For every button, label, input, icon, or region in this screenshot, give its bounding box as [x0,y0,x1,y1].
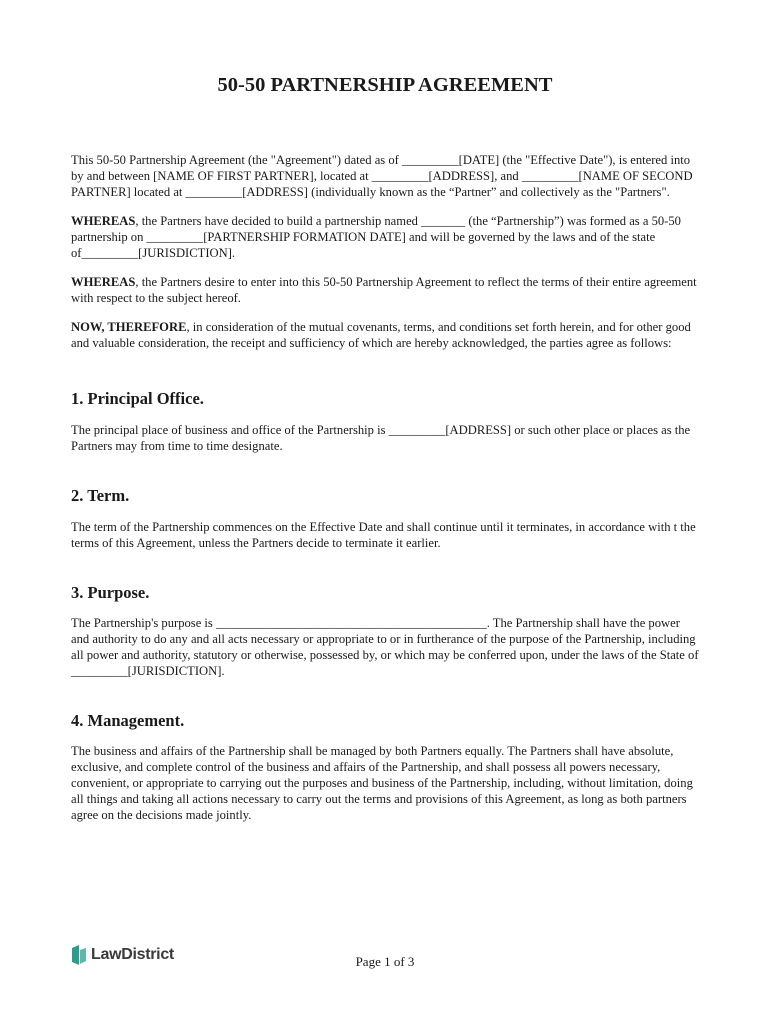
whereas-lead-2: WHEREAS [71,275,136,289]
whereas-text-2: , the Partners desire to enter into this 50-50 Partnership Agreement to reflect the terms of their entire agreement with respect to the subject hereof. [71,275,697,305]
whereas-paragraph-2 [71,274,701,306]
section-text-management: The business and affairs of the Partnership shall be managed by both Partners equally. The Partners shall have absolute, exclusive, and complete control of the business and affairs of the Partnership, and shall possess all powers necessary, convenient, or appropriate to carrying out the purposes and business of the Partnership, including, without limitation, doing all things and taking all actions necessary to carry out the terms and provisions of this Agreement, as long as both partners agree on the decisions made jointly. [71,744,693,822]
section-text-term: The term of the Partnership commences on the Effective Date and shall continue until it terminates, in accordance with t the terms of this Agreement, unless the Partners decide to terminate it earlier. [71,520,696,550]
section-heading-purpose: 3. Purpose. [71,583,150,602]
document-title: 50-50 PARTNERSHIP AGREEMENT [217,74,553,96]
whereas-paragraph-1 [71,213,701,261]
section-heading-principal-office: 1. Principal Office. [71,389,204,408]
section-text-purpose: The Partnership's purpose is ___________________________________________. The Partnership shall have the power and authority to do any and all acts necessary or appropriate to or in furtherance of the purpose of the Partnership, including all power and authority, statutory or otherwise, possessed by, or which may be conferred upon, under the laws of the State of _________[JURISDICTION]. [71,616,699,678]
page-number: Page 1 of 3 [355,954,415,969]
whereas-text-1: , the Partners have decided to build a partnership named _______ (the “Partnership”) was formed as a 50-50 partnership on _________[PARTNERSHIP FORMATION DATE] and will be governed by the laws and of the state of_________[JURISDICTION]. [71,214,681,260]
intro-paragraph: This 50-50 Partnership Agreement (the "Agreement") dated as of _________[DATE] (the "Effective Date"), is entered into by and between [NAME OF FIRST PARTNER], located at _________[ADDRESS], and _________[NAME OF SECOND PARTNER] located at _________[ADDRESS] (individually known as the “Partner” and collectively as the "Partners". [71,153,693,199]
whereas-lead-1: WHEREAS [71,214,136,228]
now-therefore-lead: NOW, THEREFORE [71,320,187,334]
document-body [71,152,701,836]
now-therefore-paragraph [71,319,701,351]
section-heading-management: 4. Management. [71,711,185,730]
logo-text: LawDistrict [91,946,174,963]
section-text-principal-office: The principal place of business and office of the Partnership is _________[ADDRESS] or such other place or places as the Partners may from time to time designate. [71,423,691,453]
now-therefore-text: , in consideration of the mutual covenants, terms, and conditions set forth herein, and for other good and valuable consideration, the receipt and sufficiency of which are hereby acknowledged, the parties agree as follows: [71,320,691,350]
section-heading-term: 2. Term. [71,486,130,505]
